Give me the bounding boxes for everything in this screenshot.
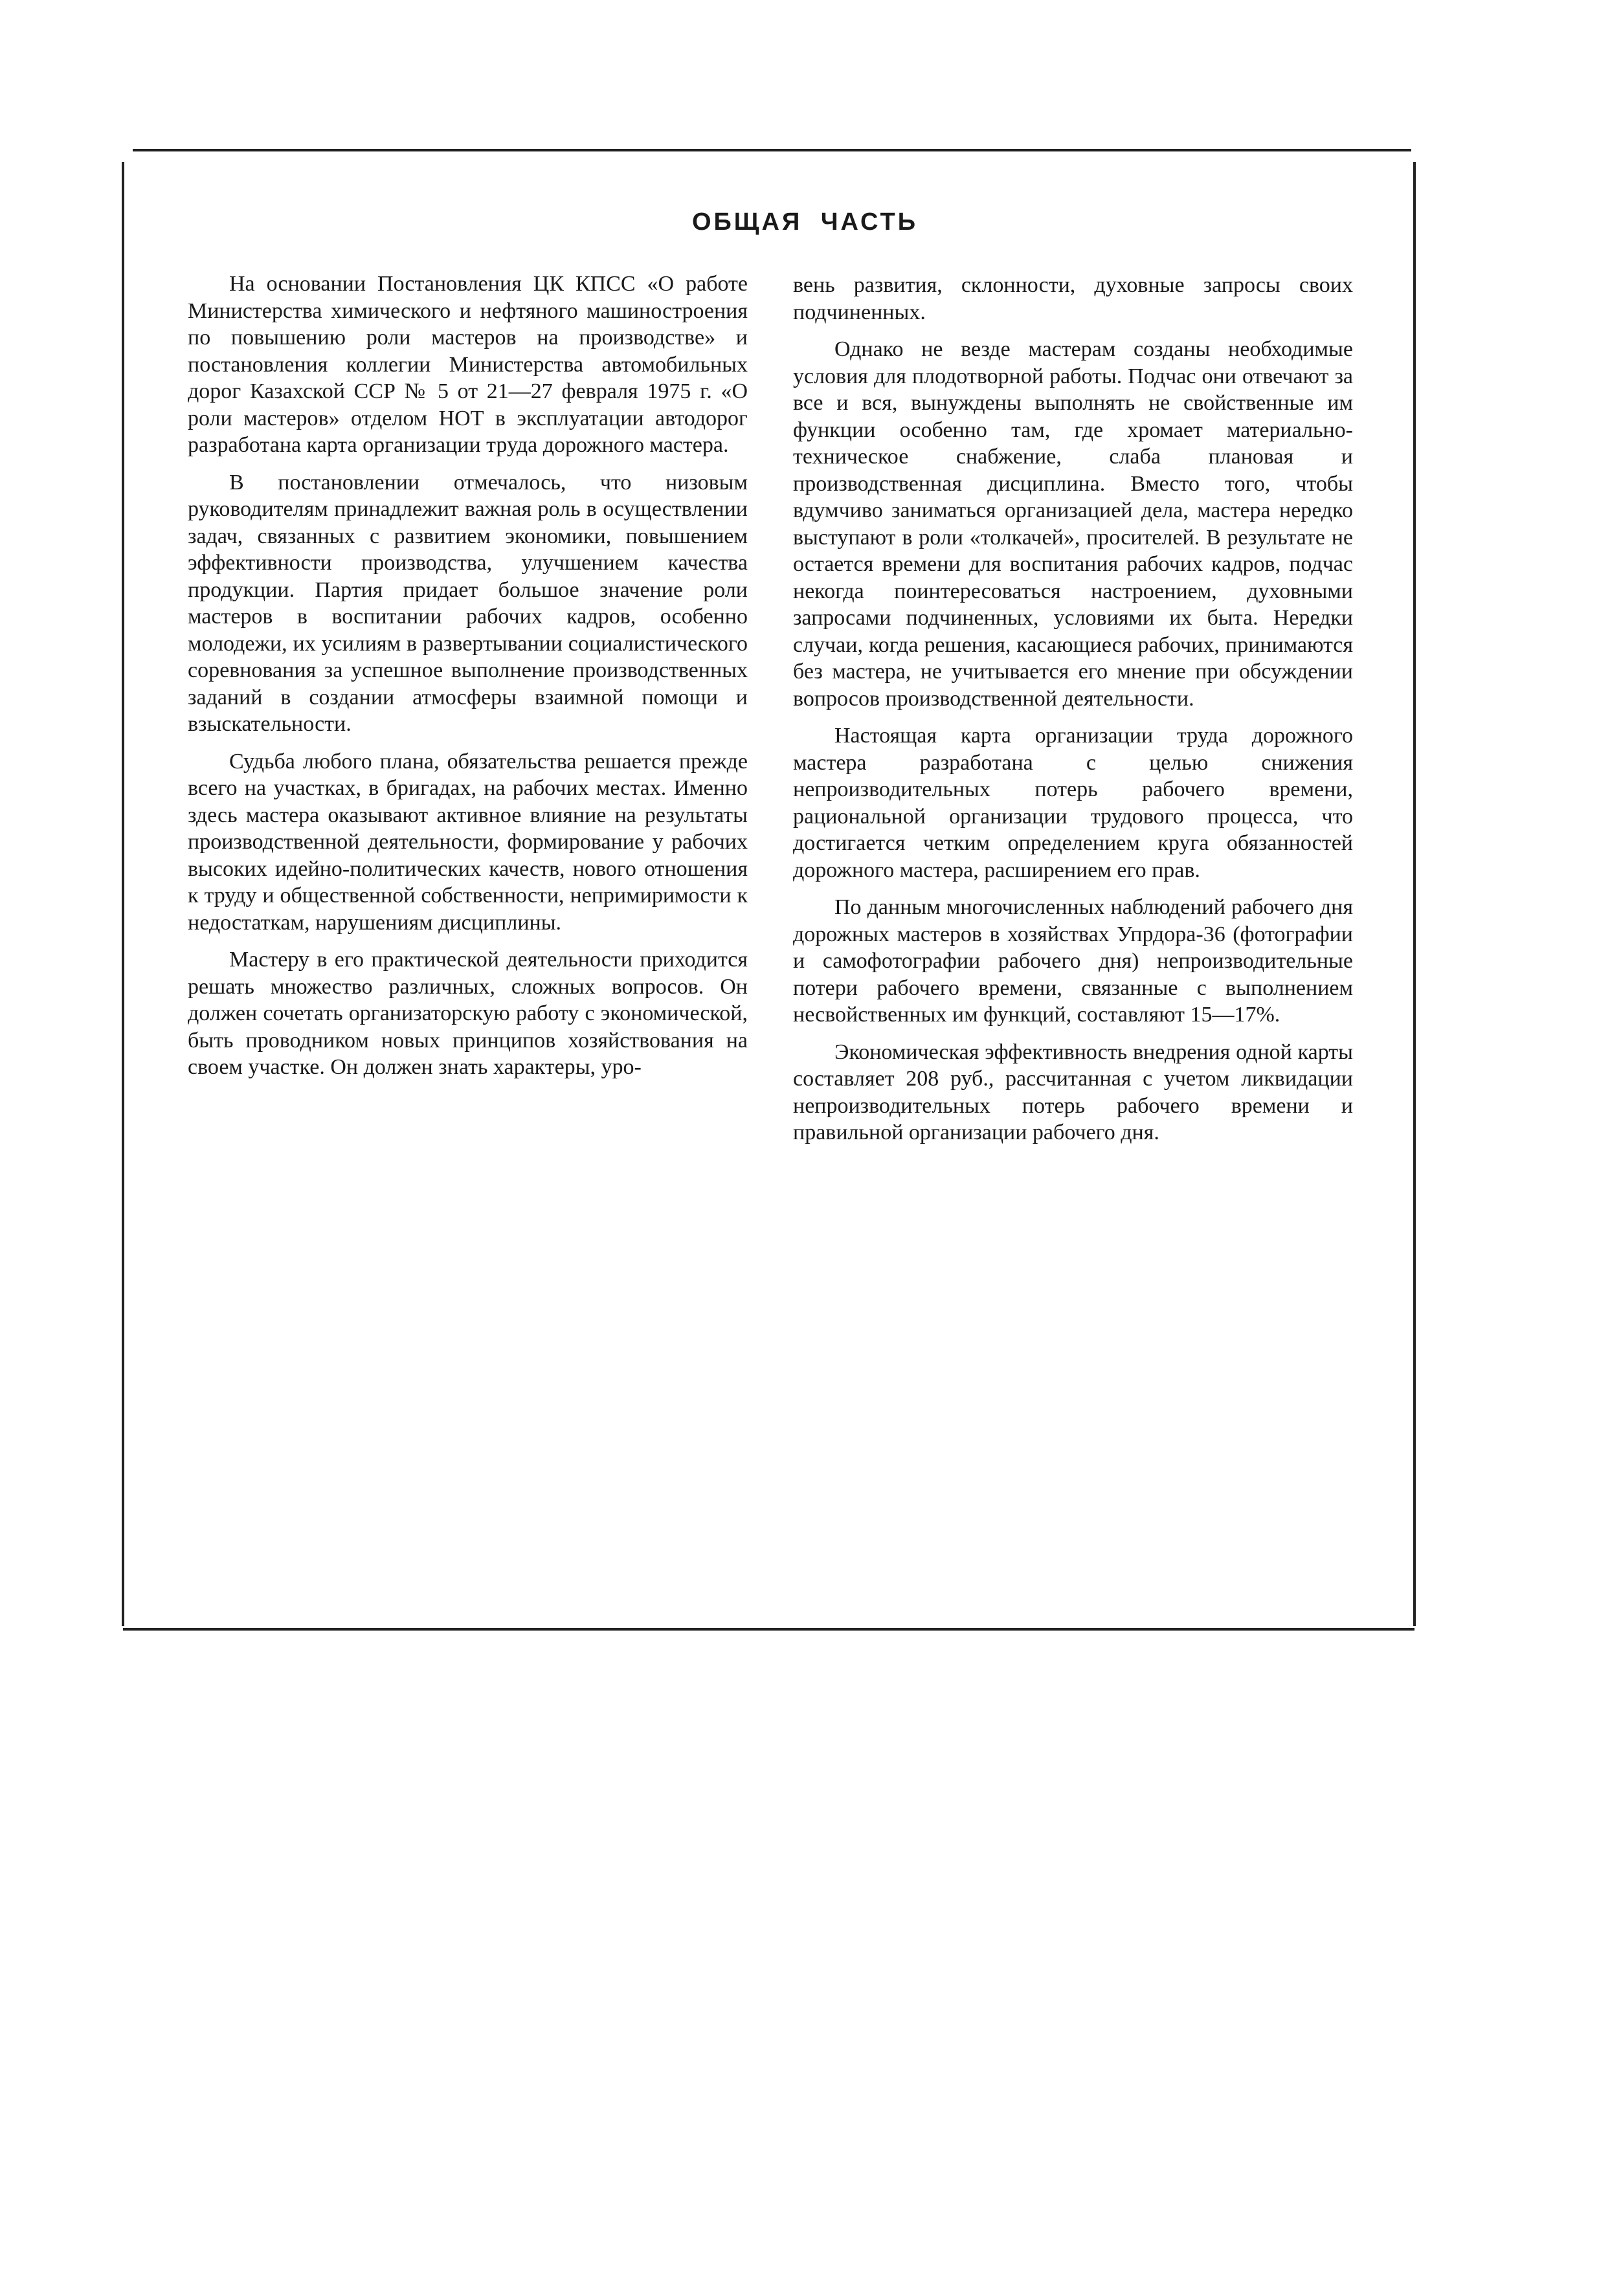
- paragraph: Экономическая эффективность внедрения одной карты составляет 208 руб., рассчитанная с учетом ликвидации непроизводительных потерь рабочего времени и правильной организации рабочего дня.: [793, 1040, 1353, 1144]
- paragraph: Настоящая карта организации труда дорожного мастера разработана с целью снижения непроизводительных потерь рабочего времени, рациональной организации трудового процесса, что достигается четким определением круга обязанностей дорожного мастера, расширением его прав.: [793, 724, 1353, 882]
- page-frame-left-border: [122, 162, 124, 1626]
- paragraph: По данным многочисленных наблюдений рабочего дня дорожных мастеров в хозяйствах Упрдора-36 (фотографии и самофотографии рабочего дня) непроизводительные потери рабочего времени, связанные с выполнением несвойственных им функций, составляют 15—17%.: [793, 895, 1353, 1027]
- paragraph: На основании Постановления ЦК КПСС «О работе Министерства химического и нефтяного машиностроения по повышению роли мастеров на производстве» и постановления коллегии Министерства автомобильных дорог Казахской ССР № 5 от 21—27 февраля 1975 г. «О роли мастеров» отделом НОТ в эксплуатации автодорог разработана карта организации труда дорожного мастера.: [188, 272, 748, 457]
- paragraph: Мастеру в его практической деятельности приходится решать множество различных, сложных вопросов. Он должен сочетать организаторскую работу с экономической, быть проводником новых принципов хозяйствования на своем участке. Он должен знать характеры, уро-: [188, 948, 748, 1079]
- paragraph: Судьба любого плана, обязательства решается прежде всего на участках, в бригадах, на рабочих местах. Именно здесь мастера оказывают активное влияние на результаты производственной деятельности, формирование у рабочих высоких идейно-политических качеств, нового отношения к труду и общественной собственности, непримиримости к недостаткам, нарушениям дисциплины.: [188, 749, 748, 935]
- page-frame-bottom-border: [123, 1628, 1414, 1631]
- left-text-column: [188, 271, 748, 1091]
- page-frame-top-border: [133, 149, 1411, 151]
- paragraph-continuation: вень развития, склонности, духовные запросы своих подчиненных.: [793, 273, 1353, 324]
- paragraph: Однако не везде мастерам созданы необходимые условия для плодотворной работы. Подчас они отвечают за все и вся, вынуждены выполнять не свойственные им функции особенно там, где хромает материально-техническое снабжение, слаба плановая и производственная дисциплина. Вместо того, чтобы вдумчиво заниматься организацией дела, мастера нередко выступают в роли «толкачей», просителей. В результате не остается времени для воспитания рабочих кадров, подчас некогда поинтересоваться настроением, духовными запросами подчиненных, условиями их быта. Нередки случаи, когда решения, касающиеся рабочих, принимаются без мастера, не учитывается его мнение при обсуждении вопросов производственной деятельности.: [793, 337, 1353, 711]
- right-text-column: [793, 272, 1353, 1157]
- page-frame-right-border: [1413, 162, 1416, 1626]
- section-title: ОБЩАЯ ЧАСТЬ: [691, 208, 919, 236]
- paragraph: В постановлении отмечалось, что низовым руководителям принадлежит важная роль в осуществлении задач, связанных с развитием экономики, повышением эффективности производства, улучшением качества продукции. Партия придает большое значение роли мастеров в воспитании рабочих кадров, особенно молодежи, их усилиям в развертывании социалистического соревнования за успешное выполнение производственных заданий в создании атмосферы взаимной помощи и взыскательности.: [188, 470, 748, 736]
